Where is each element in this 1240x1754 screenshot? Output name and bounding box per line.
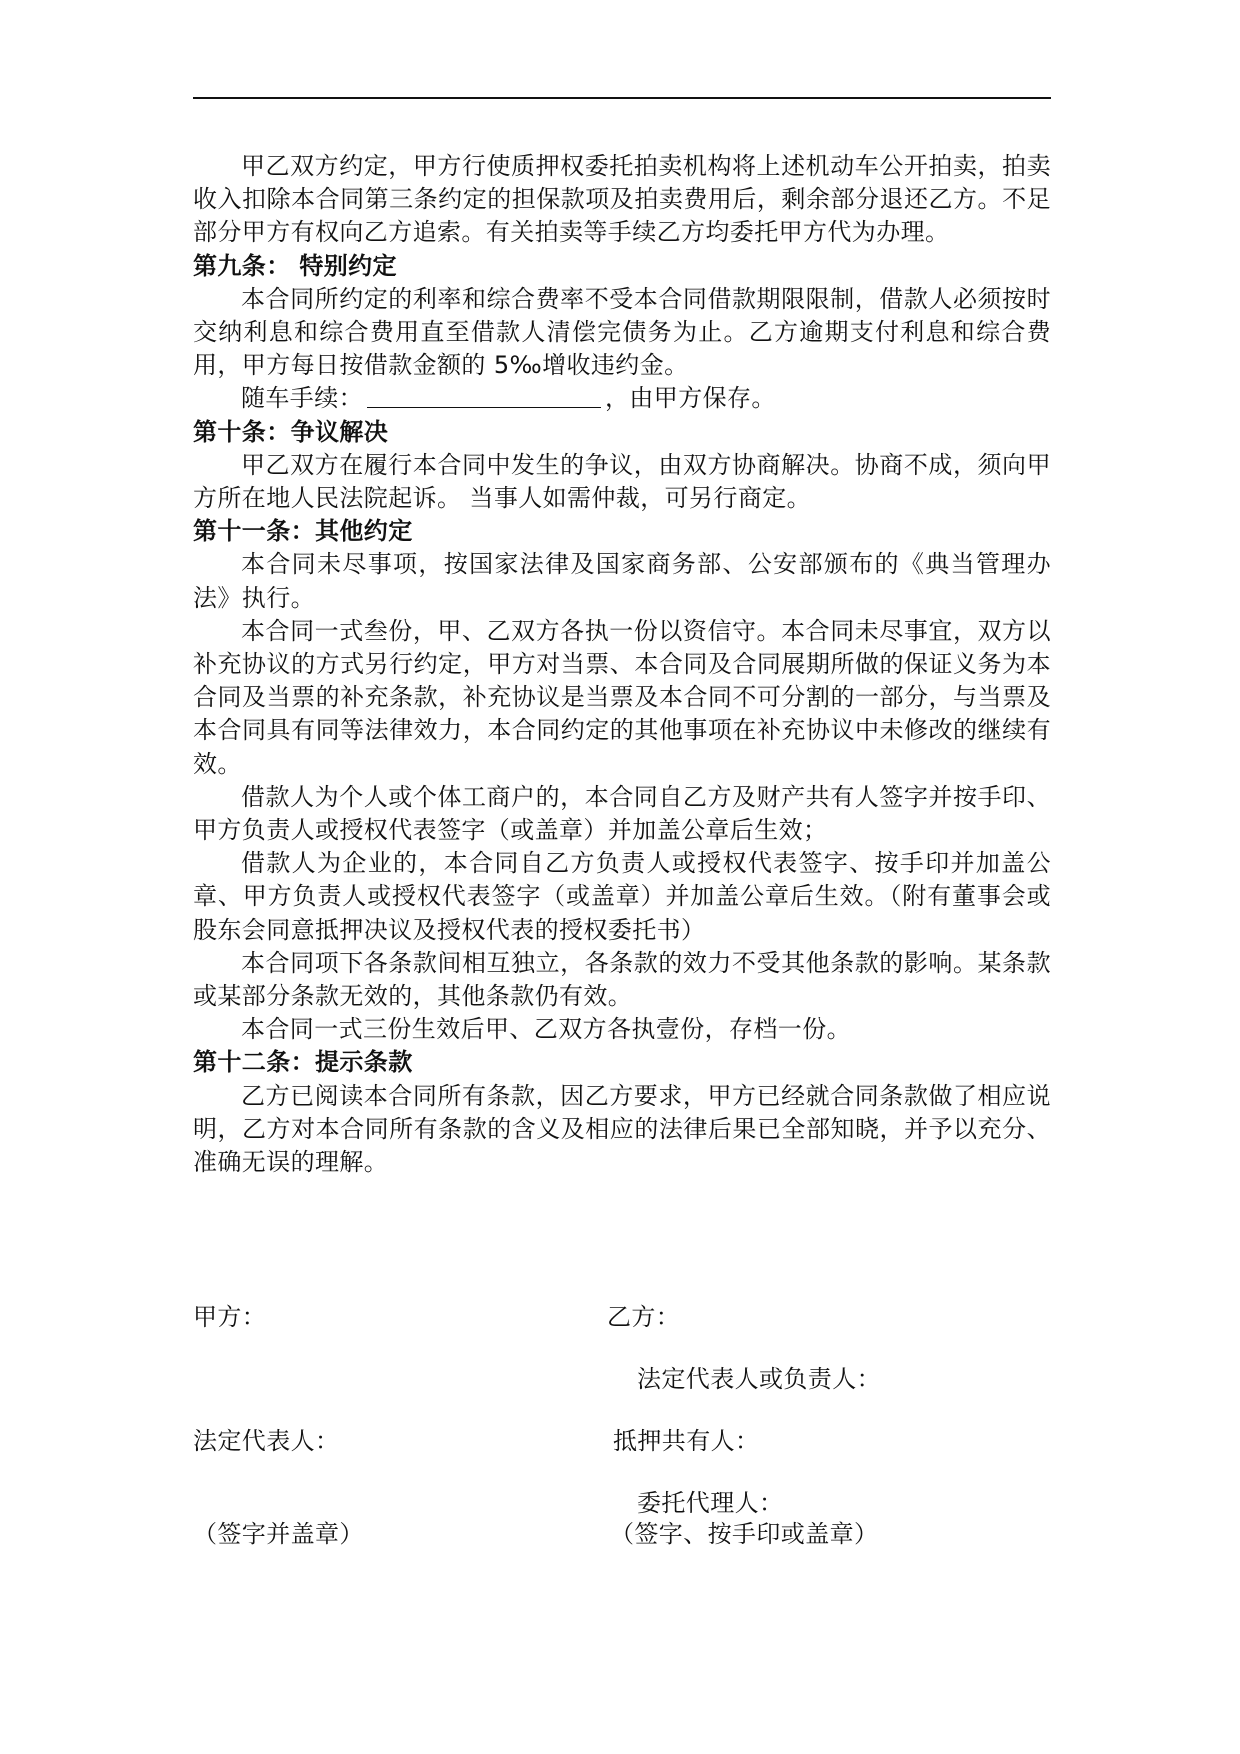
article-11-title: 第十一条：其他约定 xyxy=(193,517,413,546)
party-a-sign-note: （签字并盖章） xyxy=(193,1520,364,1548)
article-12-title: 第十二条：提示条款 xyxy=(193,1048,413,1077)
contract-body xyxy=(193,150,1051,1179)
party-a-legal-rep-label: 法定代表人： xyxy=(193,1427,340,1455)
authorized-agent-label: 委托代理人： xyxy=(637,1489,784,1517)
article-11-paragraph-4: 借款人为企业的，本合同自乙方负责人或授权代表签字、按手印并加盖公章、甲方负责人或授权代表签字（或盖章）并加盖公章后生效。（附有董事会或股东会同意抵押决议及授权代表的授权委托书） xyxy=(193,849,1051,944)
auction-paragraph: 甲乙双方约定，甲方行使质押权委托拍卖机构将上述机动车公开拍卖，拍卖收入扣除本合同第三条约定的担保款项及拍卖费用后，剩余部分退还乙方。不足部分甲方有权向乙方追索。有关拍卖等手续乙方均委托甲方代为办理。 xyxy=(193,152,1051,247)
article-11-paragraph-5: 本合同项下各条款间相互独立，各条款的效力不受其他条款的影响。某条款或某部分条款无效的，其他条款仍有效。 xyxy=(193,948,1051,1011)
header-rule xyxy=(193,97,1051,99)
article-11-paragraph-6: 本合同一式三份生效后甲、乙双方各执壹份，存档一份。 xyxy=(241,1015,851,1044)
party-b-sign-note: （签字、按手印或盖章） xyxy=(610,1520,879,1548)
article-9-paragraph-1: 本合同所约定的利率和综合费率不受本合同借款期限限制，借款人必须按时交纳利息和综合费用直至借款人清偿完债务为止。乙方逾期支付利息和综合费用，甲方每日按借款金额的 5‰增收违约金。 xyxy=(193,284,1051,380)
vehicle-documents-suffix: ，由甲方保存。 xyxy=(605,384,776,413)
article-12-paragraph-1: 乙方已阅读本合同所有条款，因乙方要求，甲方已经就合同条款做了相应说明，乙方对本合同所有条款的含义及相应的法律后果已全部知晓，并予以充分、准确无误的理解。 xyxy=(193,1081,1051,1177)
vehicle-documents-blank xyxy=(367,383,601,408)
article-10-paragraph-1: 甲乙双方在履行本合同中发生的争议，由双方协商解决。协商不成，须向甲方所在地人民法院起诉。 当事人如需仲裁，可另行商定。 xyxy=(193,450,1051,513)
vehicle-documents-line xyxy=(193,382,1051,415)
article-11-paragraph-3: 借款人为个人或个体工商户的，本合同自乙方及财产共有人签字并按手印、甲方负责人或授权代表签字（或盖章）并加盖公章后生效； xyxy=(193,782,1051,845)
party-b-legal-rep-label: 法定代表人或负责人： xyxy=(637,1365,881,1393)
party-a-label: 甲方： xyxy=(193,1303,267,1331)
article-11-paragraph-1: 本合同未尽事项，按国家法律及国家商务部、公安部颁布的《典当管理办法》执行。 xyxy=(193,550,1051,612)
party-b-label: 乙方： xyxy=(607,1303,681,1331)
article-11-paragraph-2: 本合同一式叁份，甲、乙双方各执一份以资信守。本合同未尽事宜，双方以补充协议的方式另行约定，甲方对当票、本合同及合同展期所做的保证义务为本合同及当票的补充条款，补充协议是当票及本合同不可分割的一部分，与当票及本合同具有同等法律效力，本合同约定的其他事项在补充协议中未修改的继续有效。 xyxy=(193,616,1051,778)
article-9-title: 第九条： 特别约定 xyxy=(193,251,397,280)
vehicle-documents-label: 随车手续： xyxy=(241,384,363,413)
article-10-title: 第十条：争议解决 xyxy=(193,417,389,446)
mortgage-co-owner-label: 抵押共有人： xyxy=(613,1427,760,1455)
